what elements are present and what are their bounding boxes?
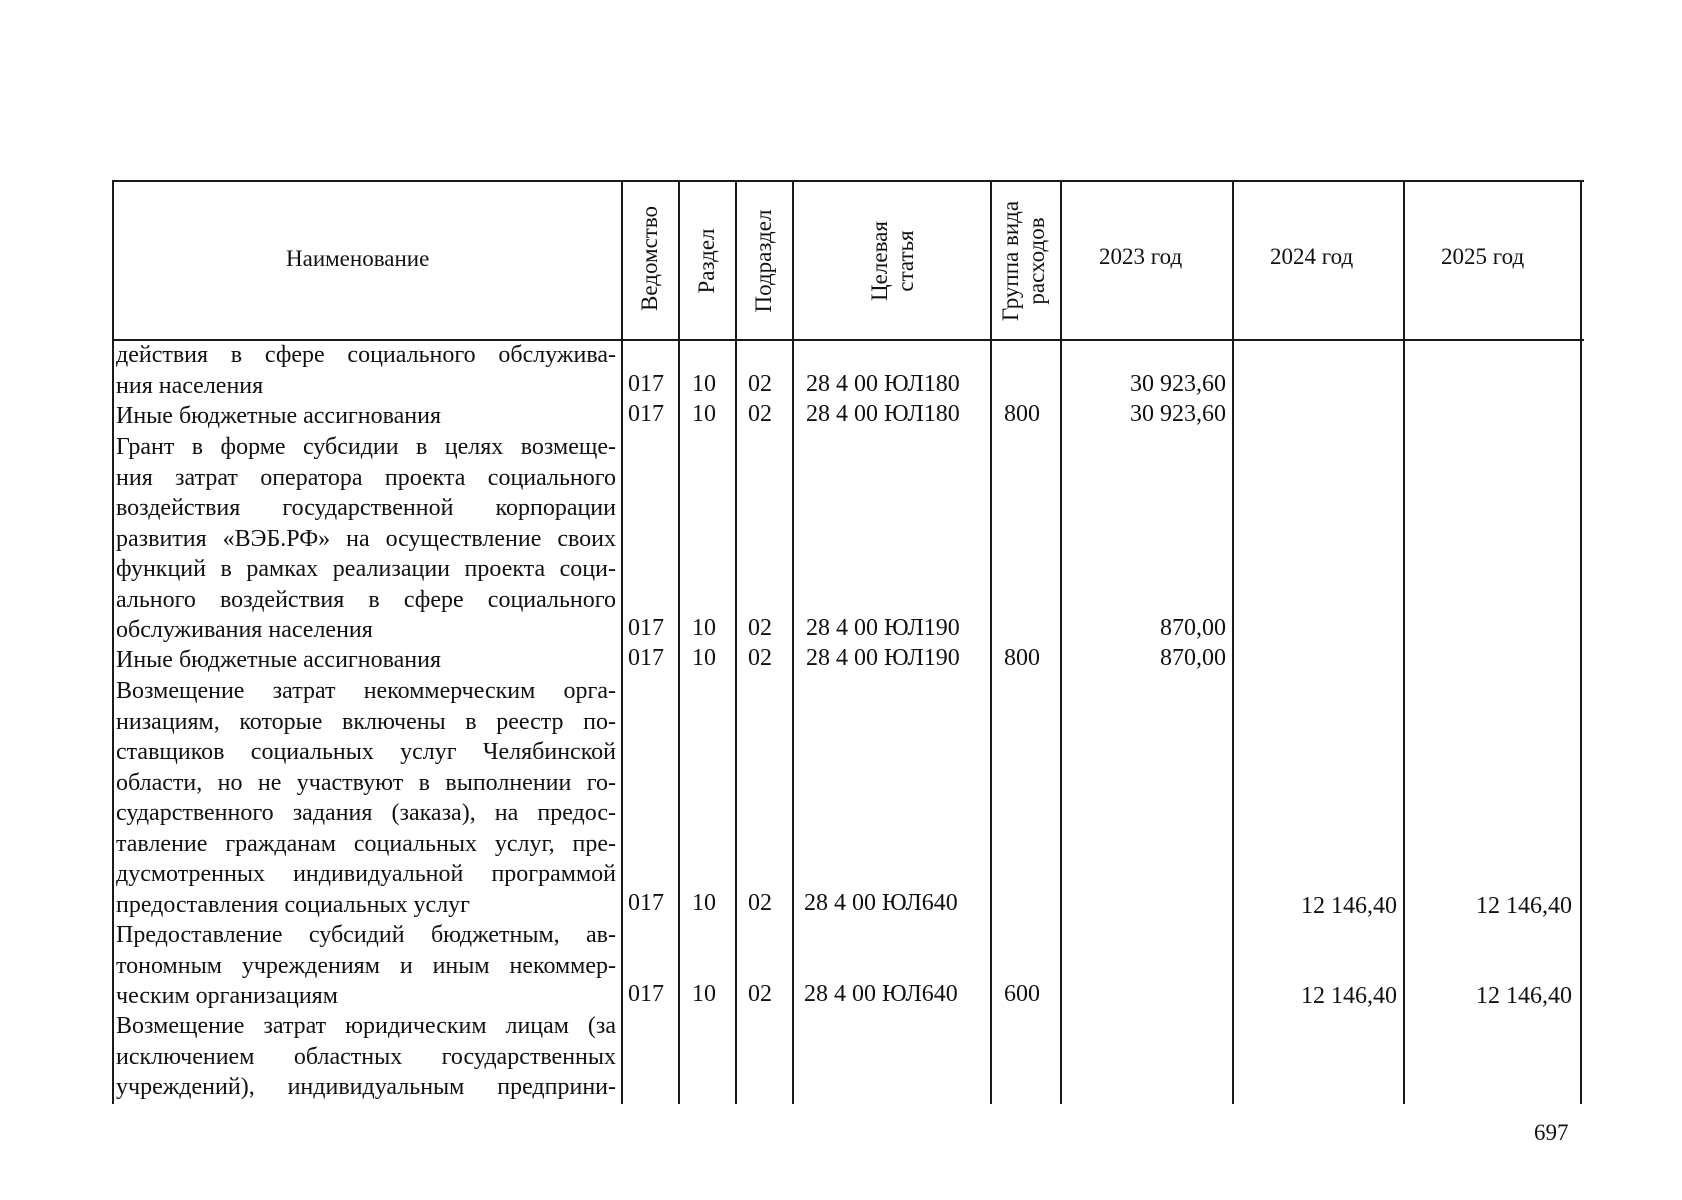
row-5-ved: 017 (628, 981, 664, 1007)
row-3-celevaya: 28 4 00 ЮЛ190 (806, 645, 960, 671)
table-top-border (112, 180, 1584, 182)
header-podrazdel: Подраздел (751, 209, 776, 313)
row-1-gruppa: 800 (1004, 401, 1040, 427)
row-6-line-0: Возмещение затрат юридическим лицам (за (116, 1013, 616, 1039)
row-1-ved: 017 (628, 401, 664, 427)
row-4-podrazdel: 02 (748, 890, 772, 916)
row-4-line-4: сударственного задания (заказа), на предос- (116, 800, 616, 826)
row-5-2024: 12 146,40 (1301, 983, 1397, 1009)
col-border-2024 (1403, 180, 1405, 1104)
page-number: 697 (1534, 1120, 1569, 1145)
row-5-podrazdel: 02 (748, 981, 772, 1007)
row-6-line-1: исключением областных государственных (116, 1043, 616, 1070)
row-1-2023: 30 923,60 (1130, 401, 1226, 427)
row-0-podrazdel: 02 (748, 371, 772, 397)
header-gruppa-line2: расходов (1024, 217, 1049, 305)
row-2-2023: 870,00 (1160, 615, 1226, 641)
header-celevaya-line2: статья (893, 230, 918, 292)
row-4-razdel: 10 (692, 890, 716, 916)
row-3-2023: 870,00 (1160, 645, 1226, 671)
row-4-2025: 12 146,40 (1476, 893, 1572, 919)
row-2-line-4: функций в рамках реализации проекта соци- (116, 556, 616, 582)
row-5-description (116, 920, 616, 1012)
row-4-line-6: дусмотренных индивидуальной программой (116, 861, 616, 887)
row-2-line-2: воздействия государственной корпорации (116, 495, 616, 521)
row-2-ved: 017 (628, 615, 664, 641)
row-2-line-3: развития «ВЭБ.РФ» на осуществление своих (116, 525, 616, 552)
row-4-ved: 017 (628, 890, 664, 916)
row-4-line-5: тавление гражданам социальных услуг, пре- (116, 830, 616, 857)
row-2-line-5: ального воздействия в сфере социального (116, 586, 616, 613)
row-2-celevaya: 28 4 00 ЮЛ190 (806, 615, 960, 641)
header-2024: 2024 год (1270, 244, 1354, 269)
row-1-celevaya: 28 4 00 ЮЛ180 (806, 401, 960, 427)
row-0-2023: 30 923,60 (1130, 371, 1226, 397)
row-2-podrazdel: 02 (748, 615, 772, 641)
header-2025: 2025 год (1441, 244, 1525, 269)
row-2-razdel: 10 (692, 615, 716, 641)
row-0-ved: 017 (628, 371, 664, 397)
row-3-ved: 017 (628, 645, 664, 671)
header-gruppa-line1: Группа вида (998, 200, 1023, 322)
row-5-line-2: ческим организациям (116, 983, 338, 1009)
row-0-description (116, 340, 616, 401)
col-border-left (112, 180, 114, 1104)
row-3-line-0: Иные бюджетные ассигнования (116, 647, 441, 673)
row-5-razdel: 10 (692, 981, 716, 1007)
row-6-description (116, 1011, 616, 1103)
col-border-right (1580, 180, 1582, 1104)
row-2-line-1: ния затрат оператора проекта социального (116, 464, 616, 491)
col-border-podrazdel (792, 180, 794, 1104)
row-2-line-0: Грант в форме субсидии в целях возмеще- (116, 434, 616, 460)
row-4-celevaya: 28 4 00 ЮЛ640 (804, 890, 958, 916)
header-razdel: Раздел (694, 228, 719, 294)
row-1-podrazdel: 02 (748, 401, 772, 427)
col-border-razdel (735, 180, 737, 1104)
col-border-celevaya (990, 180, 992, 1104)
col-border-gruppa (1060, 180, 1062, 1104)
row-4-line-3: области, но не участвуют в выполнении го- (116, 769, 616, 796)
header-2023: 2023 год (1099, 244, 1183, 269)
row-5-line-1: тономным учреждениям и иным некоммер- (116, 952, 616, 979)
header-celevaya-line1: Целевая (867, 221, 892, 301)
row-6-line-2: учреждений), индивидуальным предприни- (116, 1074, 616, 1100)
header-name: Наименование (286, 246, 430, 271)
col-border-name (621, 180, 623, 1104)
row-2-description (116, 432, 616, 646)
row-0-celevaya: 28 4 00 ЮЛ180 (806, 371, 960, 397)
row-3-description (116, 645, 616, 676)
row-5-line-0: Предоставление субсидий бюджетным, ав- (116, 922, 616, 948)
row-0-line-1: ния населения (116, 372, 264, 399)
row-1-razdel: 10 (692, 401, 716, 427)
row-1-line-0: Иные бюджетные ассигнования (116, 403, 441, 429)
row-0-line-0: действия в сфере социального обслужива- (116, 342, 616, 368)
row-5-gruppa: 600 (1004, 981, 1040, 1007)
row-4-line-2: ставщиков социальных услуг Челябинской (116, 739, 616, 765)
row-0-razdel: 10 (692, 371, 716, 397)
row-2-line-6: обслуживания населения (116, 617, 373, 643)
row-4-line-7: предоставления социальных услуг (116, 891, 471, 918)
header-vedomstvo: Ведомство (637, 205, 662, 311)
row-5-2025: 12 146,40 (1476, 983, 1572, 1009)
row-4-2024: 12 146,40 (1301, 893, 1397, 919)
col-border-2023 (1232, 180, 1234, 1104)
header-celevaya (867, 211, 919, 311)
row-3-gruppa: 800 (1004, 645, 1040, 671)
row-3-podrazdel: 02 (748, 645, 772, 671)
header-gruppa (998, 196, 1050, 326)
col-border-ved (678, 180, 680, 1104)
row-4-description (116, 676, 616, 920)
row-3-razdel: 10 (692, 645, 716, 671)
row-4-line-0: Возмещение затрат некоммерческим орга- (116, 678, 616, 704)
row-1-description (116, 401, 616, 432)
row-4-line-1: низациям, которые включены в реестр по- (116, 708, 616, 735)
row-5-celevaya: 28 4 00 ЮЛ640 (804, 981, 958, 1007)
